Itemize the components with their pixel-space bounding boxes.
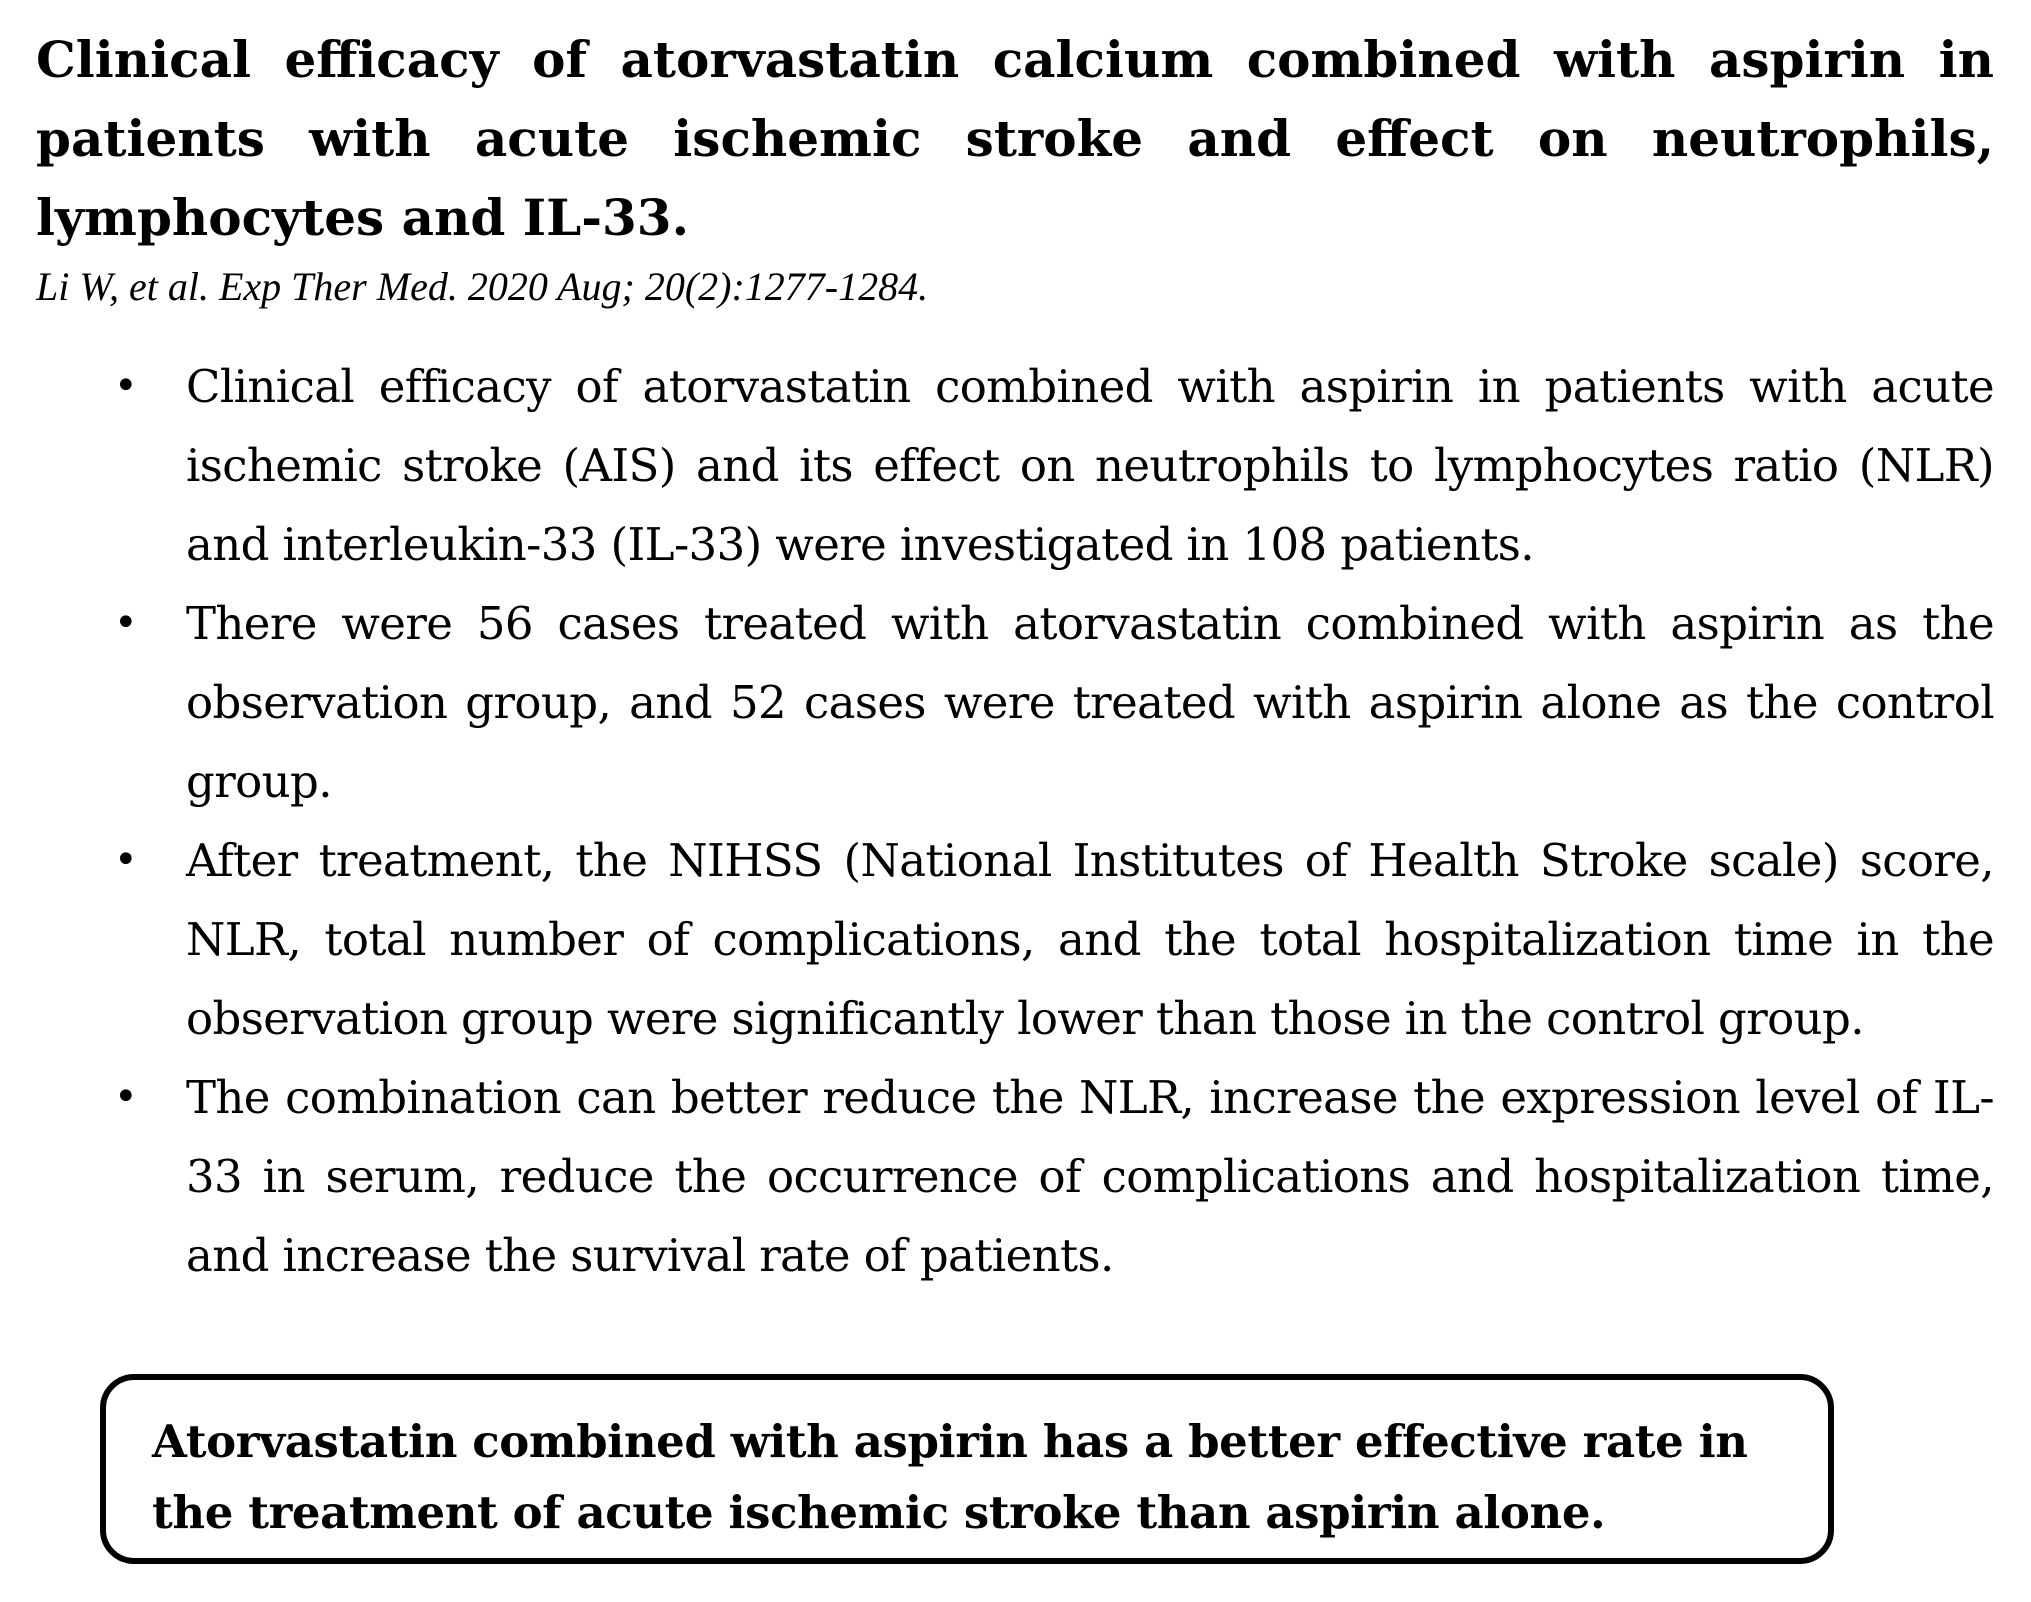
bullet-icon: •	[114, 363, 137, 409]
finding-item	[36, 1058, 1994, 1295]
finding-item	[36, 584, 1994, 821]
conclusion-box	[100, 1374, 1834, 1564]
finding-item	[36, 347, 1994, 584]
finding-text: The combination can better reduce the NLR, increase the expression level of IL-33 in serum, reduce the occurrence of complications and hospitalization time, and increase the survival rate of patients.	[186, 1071, 1994, 1282]
findings-list	[36, 347, 1994, 1295]
bullet-icon: •	[114, 837, 137, 883]
article-title: Clinical efficacy of atorvastatin calcium combined with aspirin in patients with acute ischemic stroke and effect on neutrophils, lymphocytes and IL-33.	[36, 30, 1994, 247]
finding-text: After treatment, the NIHSS (National Institutes of Health Stroke scale) score, NLR, total number of complications, and the total hospitalization time in the observation group were significantly lower than those in the control group.	[186, 834, 1994, 1045]
bullet-icon: •	[114, 600, 137, 646]
conclusion-text: Atorvastatin combined with aspirin has a better effective rate in the treatment of acute ischemic stroke than aspirin alone.	[152, 1415, 1748, 1539]
finding-text: Clinical efficacy of atorvastatin combined with aspirin in patients with acute ischemic stroke (AIS) and its effect on neutrophils to lymphocytes ratio (NLR) and interleukin-33 (IL-33) were investigated in 108 patients.	[186, 360, 1994, 571]
finding-item	[36, 821, 1994, 1058]
article-citation: Li W, et al. Exp Ther Med. 2020 Aug; 20(2):1277-1284.	[36, 264, 929, 309]
finding-text: There were 56 cases treated with atorvastatin combined with aspirin as the observation group, and 52 cases were treated with aspirin alone as the control group.	[186, 597, 1994, 808]
slide-content	[36, 20, 1994, 1295]
bullet-icon: •	[114, 1074, 137, 1120]
